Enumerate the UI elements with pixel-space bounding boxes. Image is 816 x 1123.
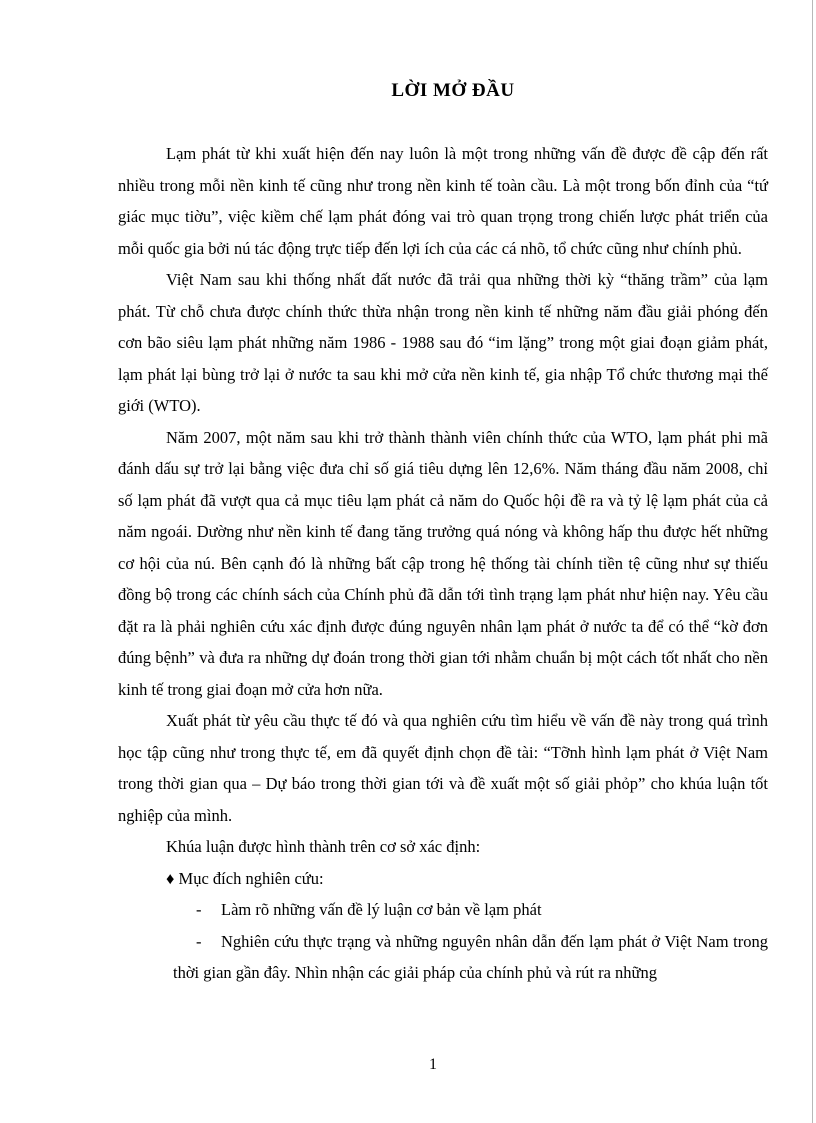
page-edge-line	[812, 0, 813, 1123]
list-item-text: Làm rõ những vấn đề lý luận cơ bản về lạm phát	[221, 900, 542, 919]
paragraph-2: Việt Nam sau khi thống nhất đất nước đã trải qua những thời kỳ “thăng trầm” của lạm phát. Từ chỗ chưa được chính thức thừa nhận trong nền kinh tế những năm đầu giải phóng đến cơn bão siêu lạm phát những năm 1986 - 1988 sau đó “im lặng” trong một giai đoạn giảm phát, lạm phát lại bùng trở lại ở nước ta sau khi mở cửa nền kinh tế, gia nhập Tổ chức thương mại thế giới (WTO).	[118, 270, 768, 415]
paragraph-1: Lạm phát từ khi xuất hiện đến nay luôn là một trong những vấn đề được đề cập đến rất nhiều trong mỗi nền kinh tế cũng như trong nền kinh tế toàn cầu. Là một trong bốn đỉnh của “tứ giác mục tiờu”, việc kiềm chế lạm phát đóng vai trò quan trọng trong chiến lược phát triển của mỗi quốc gia bởi nú tác động trực tiếp đến lợi ích của các cá nhõ, tổ chức cũng như chính phủ.	[118, 144, 768, 258]
dash-bullet: -	[196, 900, 202, 919]
paragraph-3: Năm 2007, một năm sau khi trở thành thành viên chính thức của WTO, lạm phát phi mã đánh dấu sự trở lại bằng việc đưa chỉ số giá tiêu dựng lên 12,6%. Năm tháng đầu năm 2008, chỉ số lạm phát đã vượt qua cả mục tiêu lạm phát cả năm do Quốc hội đề ra và tỷ lệ lạm phát của cả năm ngoái. Dường như nền kinh tế đang tăng trưởng quá nóng và không hấp thu được hết những cơ hội của nú. Bên cạnh đó là những bất cập trong hệ thống tài chính tiền tệ cũng như sự thiếu đồng bộ trong các chính sách của Chính phủ đã dẫn tới tình trạng lạm phát như hiện nay. Yêu cầu đặt ra là phải nghiên cứu xác định được đúng nguyên nhân lạm phát ở nước ta để có thể “kờ đơn đúng bệnh” và đưa ra những dự đoán trong thời gian tới nhằm chuẩn bị một cách tốt nhất cho nền kinh tế trong giai đoạn mở cửa hơn nữa.	[118, 427, 768, 699]
list-item-text: Nghiên cứu thực trạng và những nguyên nhân dẫn đến lạm phát ở Việt Nam trong thời gian gần đây. Nhìn nhận các giải pháp của chính phủ và rút ra những	[173, 931, 768, 982]
page-number: 1	[429, 1056, 437, 1073]
diamond-bullet-icon: ♦	[166, 868, 175, 888]
body-text	[118, 138, 768, 989]
page-title: LỜI MỞ ĐẦU	[391, 80, 515, 101]
list-item	[118, 894, 768, 926]
paragraph-5: Khúa luận được hình thành trên cơ sở xác định:	[166, 837, 481, 856]
bullet-line	[118, 863, 768, 895]
list-item	[118, 926, 768, 989]
dash-bullet: -	[196, 931, 202, 951]
bullet-text: Mục đích nghiên cứu:	[178, 868, 324, 888]
paragraph-4: Xuất phát từ yêu cầu thực tế đó và qua nghiên cứu tìm hiểu về vấn đề này trong quá trình học tập cũng như trong thực tế, em đã quyết định chọn đề tài: “Tỡnh hình lạm phát ở Việt Nam trong thời gian qua – Dự báo trong thời gian tới và đề xuất một số giải phỏp” cho khúa luận tốt nghiệp của mình.	[118, 711, 768, 825]
